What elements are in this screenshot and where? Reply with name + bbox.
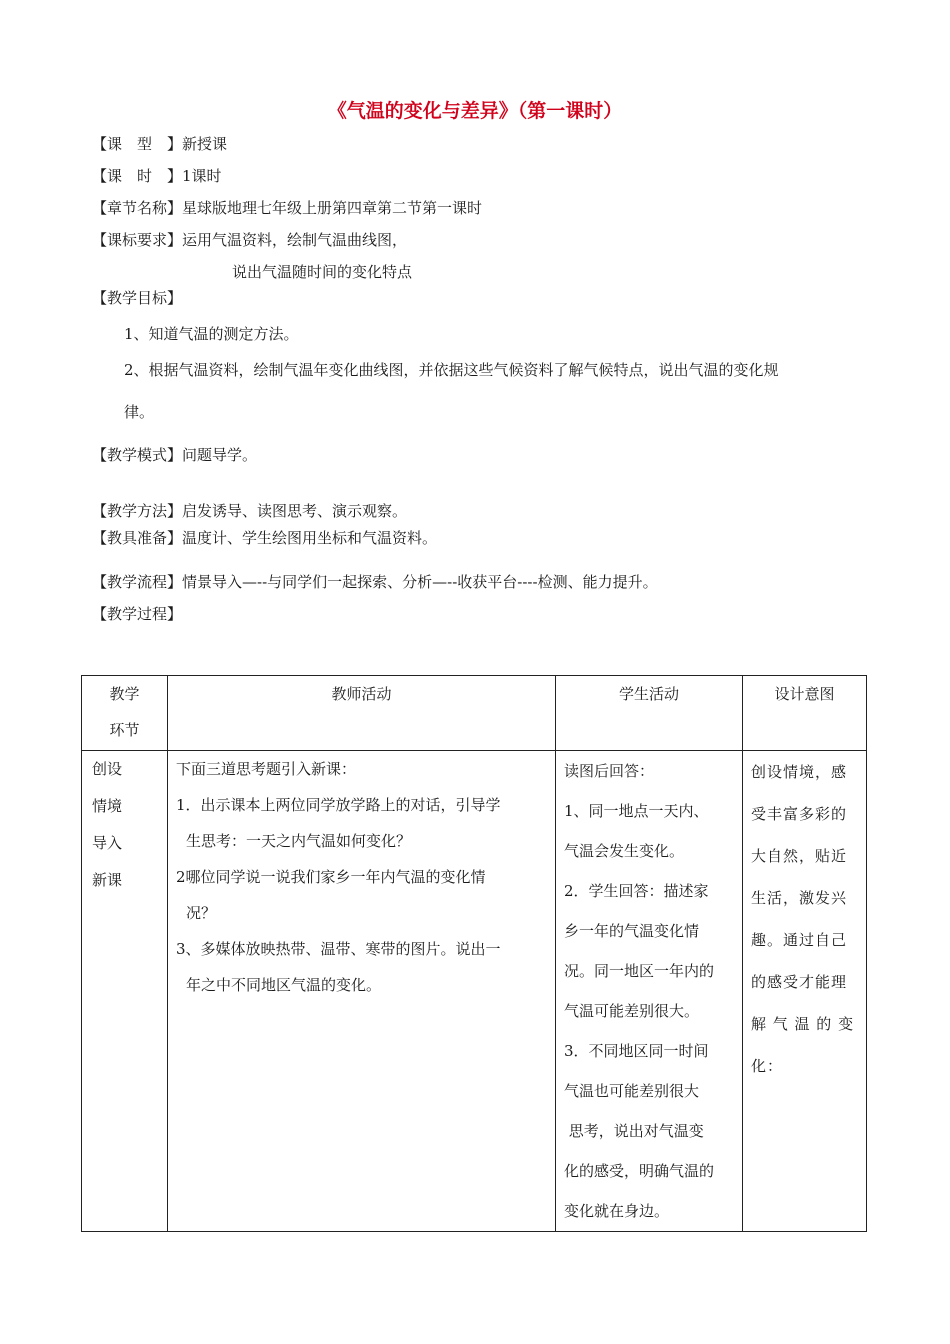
goal-2b: 律。	[124, 403, 155, 421]
student-line: 3．不同地区同一时间	[564, 1042, 709, 1060]
student-line: 况。同一地区一年内的	[564, 962, 715, 980]
stage-line: 情境	[92, 797, 123, 815]
course-period-label: 【课 时 】	[92, 167, 183, 185]
intent-line: 解 气 温 的 变	[751, 1015, 855, 1033]
header-student: 学生活动	[556, 676, 743, 751]
tools-label: 【教具准备】	[92, 529, 183, 547]
course-type-line	[92, 133, 227, 154]
intent-line: 大自然，贴近	[751, 847, 848, 865]
teacher-line: 况？	[186, 904, 217, 922]
chapter-label: 【章节名称】	[92, 199, 183, 217]
intent-line: 受丰富多彩的	[751, 805, 848, 823]
teacher-line: 生思考：一天之内气温如何变化？	[186, 832, 412, 850]
student-line: 变化就在身边。	[564, 1202, 670, 1220]
course-type-label: 【课 型 】	[92, 135, 183, 153]
goal-1: 1、知道气温的测定方法。	[124, 325, 299, 343]
flow-value: 情景导入—--与同学们一起探索、分析—--收获平台----检测、能力提升。	[182, 573, 658, 591]
header-stage-line-2: 环节	[109, 721, 140, 739]
student-line: 乡一年的气温变化情	[564, 922, 700, 940]
intent-line: 创设情境，感	[751, 763, 848, 781]
goals-label: 【教学目标】	[92, 289, 183, 307]
method-line	[92, 500, 407, 521]
header-teacher: 教师活动	[168, 676, 556, 751]
header-intent: 设计意图	[743, 676, 867, 751]
stage-cell	[82, 751, 168, 1232]
header-stage-line-1: 教学	[109, 685, 140, 703]
intent-line: 趣。通过自己	[751, 931, 848, 949]
chapter-value: 星球版地理七年级上册第四章第二节第一课时	[182, 199, 483, 217]
stage-line: 新课	[92, 871, 123, 889]
chapter-line	[92, 197, 482, 218]
lesson-table	[81, 675, 867, 1232]
student-line: 气温可能差别很大。	[564, 1002, 700, 1020]
teacher-line: 2哪位同学说一说我们家乡一年内气温的变化情	[176, 868, 486, 886]
course-period-line	[92, 165, 222, 186]
standard-value-1: 运用气温资料，绘制气温曲线图，	[182, 231, 408, 249]
student-activity-cell	[556, 751, 743, 1232]
flow-line	[92, 571, 658, 592]
standard-label: 【课标要求】	[92, 231, 183, 249]
table-header-row	[82, 676, 867, 751]
document-title: 《气温的变化与差异》（第一课时）	[327, 100, 623, 122]
tools-value: 温度计、学生绘图用坐标和气温资料。	[182, 529, 438, 547]
design-intent-cell	[743, 751, 867, 1232]
flow-label: 【教学流程】	[92, 573, 183, 591]
method-value: 启发诱导、读图思考、演示观察。	[182, 502, 408, 520]
goal-2a: 2、根据气温资料，绘制气温年变化曲线图，并依据这些气候资料了解气候特点，说出气温的变化规	[124, 361, 779, 379]
teacher-line: 年之中不同地区气温的变化。	[186, 976, 382, 994]
method-label: 【教学方法】	[92, 502, 183, 520]
stage-line: 创设	[92, 760, 123, 778]
intent-line: 化：	[751, 1057, 784, 1075]
student-line: 思考，说出对气温变	[564, 1122, 704, 1140]
student-line: 读图后回答：	[564, 762, 655, 780]
teacher-activity-cell	[168, 751, 556, 1232]
header-stage	[82, 676, 168, 751]
intent-line: 的感受才能理	[751, 973, 848, 991]
student-line: 1、同一地点一天内、	[564, 802, 709, 820]
student-line: 2．学生回答：描述家	[564, 882, 709, 900]
mode-label: 【教学模式】	[92, 446, 183, 464]
course-type-value: 新授课	[182, 135, 228, 153]
student-line: 气温也可能差别很大	[564, 1082, 700, 1100]
stage-line: 导入	[92, 834, 123, 852]
intent-line: 生活，激发兴	[751, 889, 848, 907]
tools-line	[92, 527, 437, 548]
course-period-value: 1课时	[182, 167, 222, 185]
mode-line	[92, 444, 257, 465]
process-label: 【教学过程】	[92, 605, 183, 623]
teacher-line: 下面三道思考题引入新课：	[176, 760, 357, 778]
teacher-line: 1．出示课本上两位同学放学路上的对话，引导学	[176, 796, 501, 814]
table-row	[82, 751, 867, 1232]
mode-value: 问题导学。	[182, 446, 258, 464]
student-line: 化的感受，明确气温的	[564, 1162, 715, 1180]
student-line: 气温会发生变化。	[564, 842, 685, 860]
standard-line	[92, 229, 407, 250]
standard-value-2: 说出气温随时间的变化特点	[232, 263, 413, 281]
teacher-line: 3、多媒体放映热带、温带、寒带的图片。说出一	[176, 940, 501, 958]
